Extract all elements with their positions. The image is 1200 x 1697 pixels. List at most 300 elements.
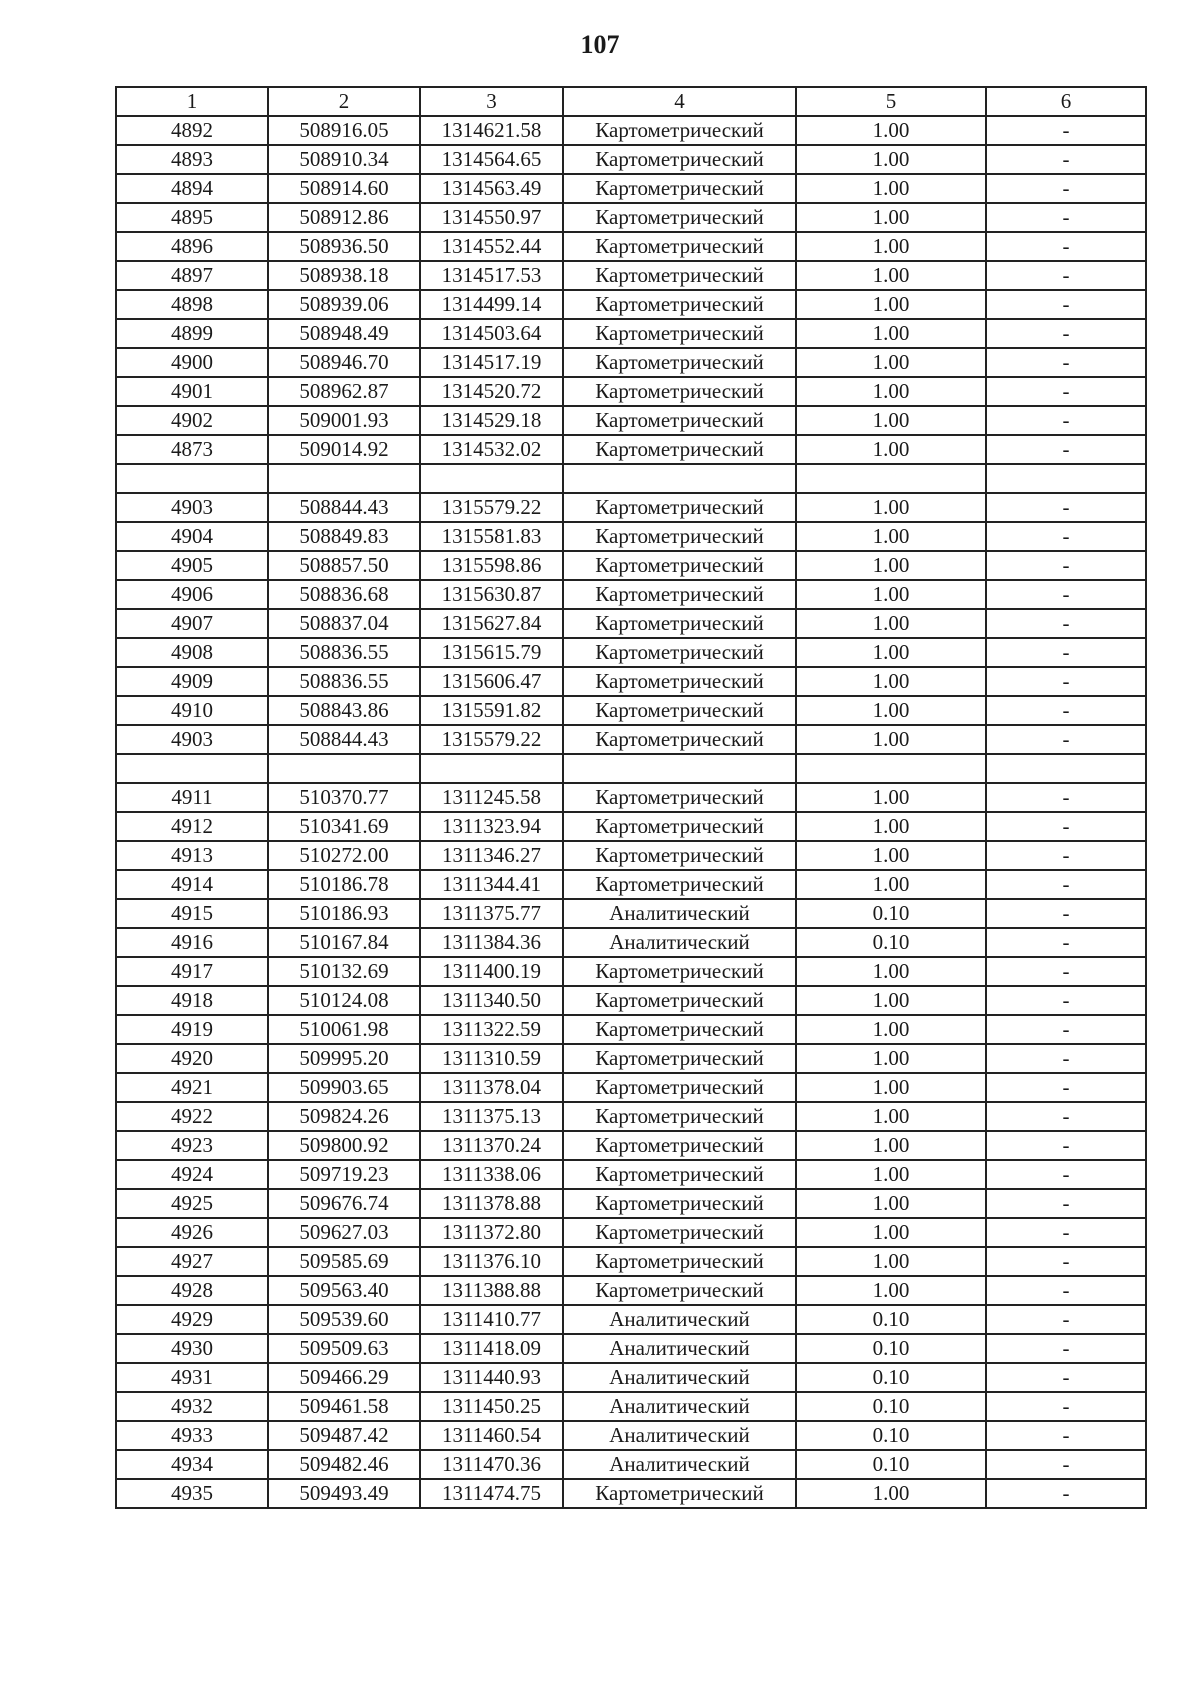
table-cell: Картометрический	[563, 696, 796, 725]
table-cell: 4913	[116, 841, 268, 870]
table-cell: 508837.04	[268, 609, 420, 638]
table-cell: -	[986, 783, 1146, 812]
table-cell: 509903.65	[268, 1073, 420, 1102]
table-row	[116, 174, 1146, 203]
table-cell: 1.00	[796, 1131, 986, 1160]
table-cell: Аналитический	[563, 1334, 796, 1363]
table-row	[116, 406, 1146, 435]
table-cell: 508844.43	[268, 493, 420, 522]
table-cell: -	[986, 870, 1146, 899]
table-cell: 4923	[116, 1131, 268, 1160]
table-cell: 1.00	[796, 812, 986, 841]
table-cell: Картометрический	[563, 435, 796, 464]
table-cell: -	[986, 1189, 1146, 1218]
table-cell: Картометрический	[563, 1015, 796, 1044]
table-cell: 4905	[116, 551, 268, 580]
table-cell: -	[986, 1305, 1146, 1334]
table-cell: 1.00	[796, 841, 986, 870]
table-row	[116, 377, 1146, 406]
table-cell: 4935	[116, 1479, 268, 1508]
table-cell: 1314563.49	[420, 174, 563, 203]
table-cell: Картометрический	[563, 812, 796, 841]
table-cell: 508857.50	[268, 551, 420, 580]
table-cell: 1.00	[796, 435, 986, 464]
table-cell: 1311378.04	[420, 1073, 563, 1102]
table-cell: 1.00	[796, 377, 986, 406]
table-cell: 508946.70	[268, 348, 420, 377]
table-row	[116, 580, 1146, 609]
table-cell: 509001.93	[268, 406, 420, 435]
table-cell: 1.00	[796, 319, 986, 348]
column-header: 2	[268, 87, 420, 116]
table-cell: Картометрический	[563, 1131, 796, 1160]
table-cell: 1314503.64	[420, 319, 563, 348]
table-cell: -	[986, 1015, 1146, 1044]
table-cell: 509539.60	[268, 1305, 420, 1334]
table-row	[116, 609, 1146, 638]
table-cell: -	[986, 261, 1146, 290]
table-cell: 510341.69	[268, 812, 420, 841]
table-cell: 4906	[116, 580, 268, 609]
table-cell: 4922	[116, 1102, 268, 1131]
table-cell: 4892	[116, 116, 268, 145]
table-row	[116, 522, 1146, 551]
table-cell: 508844.43	[268, 725, 420, 754]
table-row	[116, 1044, 1146, 1073]
table-cell: 4915	[116, 899, 268, 928]
table-cell	[796, 464, 986, 493]
table-row	[116, 145, 1146, 174]
table-cell: 1315630.87	[420, 580, 563, 609]
table-cell: Аналитический	[563, 1421, 796, 1450]
table-cell: 1.00	[796, 609, 986, 638]
table-cell: 1.00	[796, 1479, 986, 1508]
table-cell: 1314621.58	[420, 116, 563, 145]
table-cell: 1315581.83	[420, 522, 563, 551]
table-row	[116, 1131, 1146, 1160]
table-cell: -	[986, 1073, 1146, 1102]
table-row	[116, 754, 1146, 783]
table-cell: 1.00	[796, 145, 986, 174]
table-row	[116, 1479, 1146, 1508]
table-cell: 1.00	[796, 1044, 986, 1073]
table-cell: -	[986, 174, 1146, 203]
table-cell: Картометрический	[563, 522, 796, 551]
table-cell: Картометрический	[563, 1160, 796, 1189]
table-cell: 1315627.84	[420, 609, 563, 638]
table-cell	[420, 464, 563, 493]
table-cell: 1311378.88	[420, 1189, 563, 1218]
table-cell: -	[986, 1131, 1146, 1160]
table-cell: 510061.98	[268, 1015, 420, 1044]
table-row	[116, 1276, 1146, 1305]
table-cell: 508836.55	[268, 638, 420, 667]
table-cell: 4929	[116, 1305, 268, 1334]
table-cell: 4909	[116, 667, 268, 696]
table-cell: 1.00	[796, 580, 986, 609]
table-cell: 508962.87	[268, 377, 420, 406]
table-cell: 509014.92	[268, 435, 420, 464]
table-row	[116, 551, 1146, 580]
table-cell: 1315598.86	[420, 551, 563, 580]
table-cell: 1.00	[796, 203, 986, 232]
table-cell: 1315615.79	[420, 638, 563, 667]
coordinates-table	[115, 86, 1147, 1509]
table-cell: 1.00	[796, 1160, 986, 1189]
table-cell: 1311344.41	[420, 870, 563, 899]
table-cell: 1314517.19	[420, 348, 563, 377]
table-cell: 1.00	[796, 696, 986, 725]
column-header: 1	[116, 87, 268, 116]
table-cell: 508843.86	[268, 696, 420, 725]
table-cell: 509461.58	[268, 1392, 420, 1421]
table-cell: 0.10	[796, 1421, 986, 1450]
table-cell: -	[986, 203, 1146, 232]
table-cell: -	[986, 1450, 1146, 1479]
column-header: 3	[420, 87, 563, 116]
table-cell: Картометрический	[563, 609, 796, 638]
table-cell: -	[986, 1218, 1146, 1247]
table-cell: Аналитический	[563, 1450, 796, 1479]
table-cell: -	[986, 1102, 1146, 1131]
table-cell: 1311375.13	[420, 1102, 563, 1131]
table-cell: Картометрический	[563, 1479, 796, 1508]
table-cell	[563, 754, 796, 783]
table-cell: 1311372.80	[420, 1218, 563, 1247]
table-cell: 510272.00	[268, 841, 420, 870]
table-cell: Аналитический	[563, 1363, 796, 1392]
table-cell: 1.00	[796, 493, 986, 522]
table-cell: 4903	[116, 725, 268, 754]
table-cell: Картометрический	[563, 1102, 796, 1131]
table-cell: -	[986, 696, 1146, 725]
table-cell: 1.00	[796, 261, 986, 290]
table-cell: 1.00	[796, 406, 986, 435]
table-cell: 4895	[116, 203, 268, 232]
table-cell: 1311474.75	[420, 1479, 563, 1508]
table-cell: -	[986, 319, 1146, 348]
table-cell: 1.00	[796, 116, 986, 145]
table-row	[116, 1189, 1146, 1218]
table-cell: 1311245.58	[420, 783, 563, 812]
table-cell: 509466.29	[268, 1363, 420, 1392]
table-cell: 0.10	[796, 1450, 986, 1479]
table-cell: 4912	[116, 812, 268, 841]
table-row	[116, 812, 1146, 841]
table-cell: Картометрический	[563, 1247, 796, 1276]
table-cell: Картометрический	[563, 203, 796, 232]
table-cell: Картометрический	[563, 841, 796, 870]
table-row	[116, 203, 1146, 232]
table-cell: 1311322.59	[420, 1015, 563, 1044]
table-cell: Картометрический	[563, 1218, 796, 1247]
table-cell: 1.00	[796, 522, 986, 551]
table-cell: 510124.08	[268, 986, 420, 1015]
table-cell: 1315579.22	[420, 725, 563, 754]
table-cell: 1.00	[796, 667, 986, 696]
table-cell: 4873	[116, 435, 268, 464]
table-row	[116, 1450, 1146, 1479]
column-header: 5	[796, 87, 986, 116]
table-cell: 4930	[116, 1334, 268, 1363]
table-cell: Аналитический	[563, 899, 796, 928]
table-cell: 1314552.44	[420, 232, 563, 261]
table-row	[116, 348, 1146, 377]
table-cell: 0.10	[796, 928, 986, 957]
table-row	[116, 1247, 1146, 1276]
table-cell: 4907	[116, 609, 268, 638]
table-cell: 1311323.94	[420, 812, 563, 841]
table-cell: 1311470.36	[420, 1450, 563, 1479]
table-cell: 1314499.14	[420, 290, 563, 319]
table-row	[116, 493, 1146, 522]
table-cell	[268, 464, 420, 493]
table-cell	[986, 754, 1146, 783]
table-cell: -	[986, 145, 1146, 174]
table-cell: -	[986, 986, 1146, 1015]
table-cell: -	[986, 493, 1146, 522]
table-cell: 508849.83	[268, 522, 420, 551]
table-row	[116, 870, 1146, 899]
table-row	[116, 1334, 1146, 1363]
table-cell: 4897	[116, 261, 268, 290]
table-cell: 1.00	[796, 1073, 986, 1102]
table-row	[116, 435, 1146, 464]
table-cell: 4928	[116, 1276, 268, 1305]
table-cell: 1311375.77	[420, 899, 563, 928]
table-cell: 1.00	[796, 232, 986, 261]
table-cell: Картометрический	[563, 290, 796, 319]
table-cell: 4918	[116, 986, 268, 1015]
table-cell: 509719.23	[268, 1160, 420, 1189]
table-row	[116, 1363, 1146, 1392]
table-cell: 1311338.06	[420, 1160, 563, 1189]
table-row	[116, 841, 1146, 870]
table-cell: 1315606.47	[420, 667, 563, 696]
table-cell: 508939.06	[268, 290, 420, 319]
table-cell: 0.10	[796, 1334, 986, 1363]
header-row	[116, 87, 1146, 116]
table-cell: 1311384.36	[420, 928, 563, 957]
table-row	[116, 1073, 1146, 1102]
table-cell: -	[986, 435, 1146, 464]
table-cell: 4920	[116, 1044, 268, 1073]
table-cell: 1311440.93	[420, 1363, 563, 1392]
table-row	[116, 725, 1146, 754]
table-row	[116, 464, 1146, 493]
table-cell: 509995.20	[268, 1044, 420, 1073]
table-cell: 1311388.88	[420, 1276, 563, 1305]
table-row	[116, 232, 1146, 261]
table-cell: 1314564.65	[420, 145, 563, 174]
table-cell: -	[986, 551, 1146, 580]
table-cell: 1.00	[796, 1276, 986, 1305]
table-cell: Картометрический	[563, 667, 796, 696]
table-cell	[563, 464, 796, 493]
table-cell	[268, 754, 420, 783]
table-row	[116, 899, 1146, 928]
table-cell: 1314532.02	[420, 435, 563, 464]
table-cell: 1.00	[796, 638, 986, 667]
table-cell: 509509.63	[268, 1334, 420, 1363]
table-cell: -	[986, 1276, 1146, 1305]
table-cell: -	[986, 406, 1146, 435]
table-cell: 4908	[116, 638, 268, 667]
table-cell: 4916	[116, 928, 268, 957]
table-cell: Картометрический	[563, 261, 796, 290]
table-cell: 4910	[116, 696, 268, 725]
table-cell: 4917	[116, 957, 268, 986]
table-cell	[116, 464, 268, 493]
table-cell: -	[986, 1392, 1146, 1421]
table-cell: 508948.49	[268, 319, 420, 348]
table-cell: Картометрический	[563, 783, 796, 812]
table-cell: -	[986, 1160, 1146, 1189]
table-cell: Картометрический	[563, 1044, 796, 1073]
table-row	[116, 1305, 1146, 1334]
table-cell: Картометрический	[563, 232, 796, 261]
table-cell: -	[986, 725, 1146, 754]
table-cell: Картометрический	[563, 406, 796, 435]
table-cell: -	[986, 899, 1146, 928]
table-row	[116, 1218, 1146, 1247]
table-cell: Картометрический	[563, 725, 796, 754]
table-cell: 4925	[116, 1189, 268, 1218]
table-row	[116, 957, 1146, 986]
table-cell: 510132.69	[268, 957, 420, 986]
table-cell: 4896	[116, 232, 268, 261]
table-cell: Картометрический	[563, 348, 796, 377]
table-cell: 0.10	[796, 1363, 986, 1392]
table-cell: 0.10	[796, 899, 986, 928]
table-cell: Картометрический	[563, 1276, 796, 1305]
table-cell: -	[986, 522, 1146, 551]
table-cell: -	[986, 1479, 1146, 1508]
table-row	[116, 1421, 1146, 1450]
table-row	[116, 783, 1146, 812]
table-cell: 1.00	[796, 290, 986, 319]
table-cell: Картометрический	[563, 1073, 796, 1102]
table-cell: -	[986, 1334, 1146, 1363]
table-cell: -	[986, 377, 1146, 406]
table-cell	[796, 754, 986, 783]
table-cell: 4921	[116, 1073, 268, 1102]
table-body	[116, 116, 1146, 1508]
table-cell: 1.00	[796, 348, 986, 377]
table-cell: 509493.49	[268, 1479, 420, 1508]
table-cell: 1311310.59	[420, 1044, 563, 1073]
table-cell	[986, 464, 1146, 493]
table-cell: 4934	[116, 1450, 268, 1479]
table-row	[116, 319, 1146, 348]
table-cell: 510186.78	[268, 870, 420, 899]
table-cell: 508836.68	[268, 580, 420, 609]
table-cell: 1314517.53	[420, 261, 563, 290]
table-cell: 1.00	[796, 870, 986, 899]
table-cell: 4898	[116, 290, 268, 319]
table-cell: -	[986, 1421, 1146, 1450]
table-cell: 1.00	[796, 1218, 986, 1247]
table-cell: Картометрический	[563, 1189, 796, 1218]
table-row	[116, 667, 1146, 696]
table-cell: 4914	[116, 870, 268, 899]
table-cell: 1311410.77	[420, 1305, 563, 1334]
page-number: 107	[580, 30, 620, 59]
table-cell: 1311370.24	[420, 1131, 563, 1160]
table-cell: Картометрический	[563, 986, 796, 1015]
table-row	[116, 986, 1146, 1015]
table-cell: Картометрический	[563, 145, 796, 174]
table-cell: 509627.03	[268, 1218, 420, 1247]
column-header: 6	[986, 87, 1146, 116]
table-cell: 510370.77	[268, 783, 420, 812]
table-cell: 1.00	[796, 1189, 986, 1218]
table-cell: 1311376.10	[420, 1247, 563, 1276]
table-cell: -	[986, 841, 1146, 870]
table-cell: 1.00	[796, 551, 986, 580]
table-cell: Картометрический	[563, 377, 796, 406]
table-cell: 1311340.50	[420, 986, 563, 1015]
table-cell: -	[986, 609, 1146, 638]
table-cell: 508938.18	[268, 261, 420, 290]
table-cell: 4900	[116, 348, 268, 377]
table-cell: 1311418.09	[420, 1334, 563, 1363]
table-cell: 1.00	[796, 957, 986, 986]
table-cell: Аналитический	[563, 928, 796, 957]
table-cell: 509676.74	[268, 1189, 420, 1218]
table-cell: Картометрический	[563, 870, 796, 899]
table-cell: -	[986, 1044, 1146, 1073]
table-cell: 1311346.27	[420, 841, 563, 870]
table-cell: 4932	[116, 1392, 268, 1421]
table-cell: Картометрический	[563, 116, 796, 145]
table-cell: 4903	[116, 493, 268, 522]
table-cell: 4894	[116, 174, 268, 203]
table-cell: 508914.60	[268, 174, 420, 203]
table-cell: Картометрический	[563, 638, 796, 667]
table-cell: 4924	[116, 1160, 268, 1189]
table-cell: 1311460.54	[420, 1421, 563, 1450]
table-cell: 1.00	[796, 1015, 986, 1044]
table-row	[116, 261, 1146, 290]
table-cell: 4901	[116, 377, 268, 406]
table-row	[116, 290, 1146, 319]
table-row	[116, 1015, 1146, 1044]
table-cell: 509487.42	[268, 1421, 420, 1450]
table-cell: 1.00	[796, 725, 986, 754]
table-cell: 1.00	[796, 1247, 986, 1276]
table-cell: -	[986, 1247, 1146, 1276]
table-cell: Картометрический	[563, 957, 796, 986]
table-row	[116, 116, 1146, 145]
table-cell: 4933	[116, 1421, 268, 1450]
table-cell: 1.00	[796, 174, 986, 203]
table-cell: 1314529.18	[420, 406, 563, 435]
table-cell: 4931	[116, 1363, 268, 1392]
table-cell	[420, 754, 563, 783]
table-cell: 0.10	[796, 1305, 986, 1334]
table-cell: 509585.69	[268, 1247, 420, 1276]
table-cell: -	[986, 667, 1146, 696]
table-cell: 4926	[116, 1218, 268, 1247]
table-cell: 1.00	[796, 986, 986, 1015]
table-cell: 4904	[116, 522, 268, 551]
table-row	[116, 1160, 1146, 1189]
table-cell: 4902	[116, 406, 268, 435]
column-header: 4	[563, 87, 796, 116]
table-cell: Картометрический	[563, 551, 796, 580]
table-cell: 510167.84	[268, 928, 420, 957]
